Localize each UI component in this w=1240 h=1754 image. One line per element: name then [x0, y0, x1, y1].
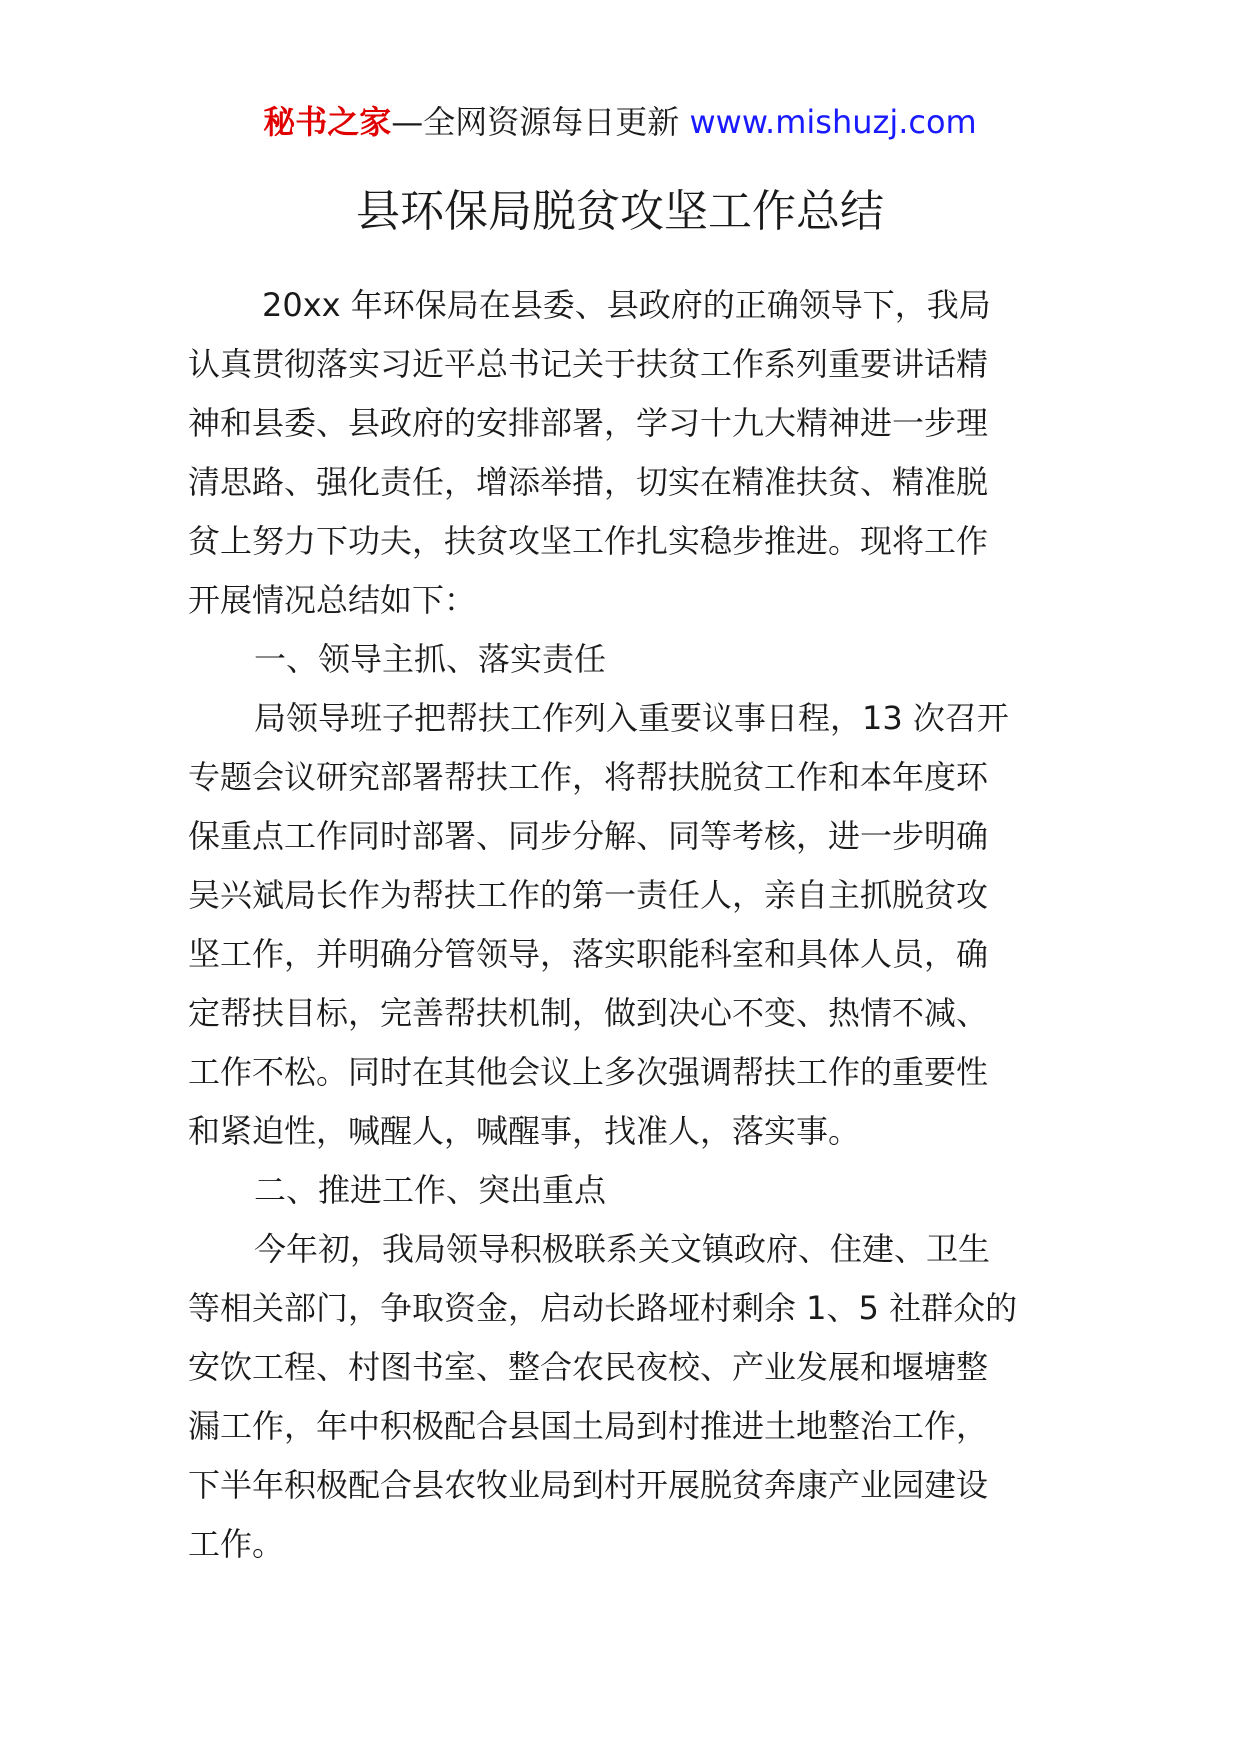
- paragraph-line: 和紧迫性，喊醒人，喊醒事，找准人，落实事。: [188, 1112, 861, 1150]
- paragraph-line: 坚工作，并明确分管领导，落实职能科室和具体人员，确: [188, 935, 989, 973]
- paragraph-line: 专题会议研究部署帮扶工作，将帮扶脱贫工作和本年度环: [188, 758, 989, 796]
- paragraph-line: 清思路、强化责任，增添举措，切实在精准扶贫、精准脱: [188, 463, 989, 501]
- section-heading-1: 一、领导主抓、落实责任: [254, 640, 607, 678]
- site-url-link[interactable]: www.mishuzj.com: [689, 103, 977, 141]
- header-tagline: —全网资源每日更新: [391, 103, 690, 141]
- paragraph-line: 等相关部门，争取资金，启动长路垭村剩余 1、5 社群众的: [188, 1289, 1018, 1327]
- paragraph-line: 神和县委、县政府的安排部署，学习十九大精神进一步理: [188, 404, 989, 442]
- section-heading-2: 二、推进工作、突出重点: [254, 1171, 607, 1209]
- paragraph-line: 吴兴斌局长作为帮扶工作的第一责任人，亲自主抓脱贫攻: [188, 876, 989, 914]
- paragraph-line: 今年初，我局领导积极联系关文镇政府、住建、卫生: [254, 1230, 991, 1268]
- brand-name: 秘书之家: [263, 103, 392, 141]
- paragraph-line: 安饮工程、村图书室、整合农民夜校、产业发展和堰塘整: [188, 1348, 989, 1386]
- paragraph-line: 漏工作，年中积极配合县国土局到村推进土地整治工作，: [188, 1407, 989, 1445]
- document-body: [188, 276, 1058, 1574]
- paragraph-line: 开展情况总结如下：: [188, 581, 477, 619]
- paragraph-line: 20xx 年环保局在县委、县政府的正确领导下，我局: [262, 286, 991, 324]
- document-title: 县环保局脱贫攻坚工作总结: [356, 186, 884, 237]
- paragraph-line: 认真贯彻落实习近平总书记关于扶贫工作系列重要讲话精: [188, 345, 989, 383]
- paragraph-line: 定帮扶目标，完善帮扶机制，做到决心不变、热情不减、: [188, 994, 989, 1032]
- paragraph-line: 保重点工作同时部署、同步分解、同等考核，进一步明确: [188, 817, 989, 855]
- paragraph-line: 下半年积极配合县农牧业局到村开展脱贫奔康产业园建设: [188, 1466, 989, 1504]
- paragraph-line: 局领导班子把帮扶工作列入重要议事日程，13 次召开: [254, 699, 1009, 737]
- paragraph-line: 工作不松。同时在其他会议上多次强调帮扶工作的重要性: [188, 1053, 989, 1091]
- paragraph-line: 工作。: [188, 1525, 285, 1563]
- site-header: [0, 100, 1240, 144]
- paragraph-line: 贫上努力下功夫，扶贫攻坚工作扎实稳步推进。现将工作: [188, 522, 989, 560]
